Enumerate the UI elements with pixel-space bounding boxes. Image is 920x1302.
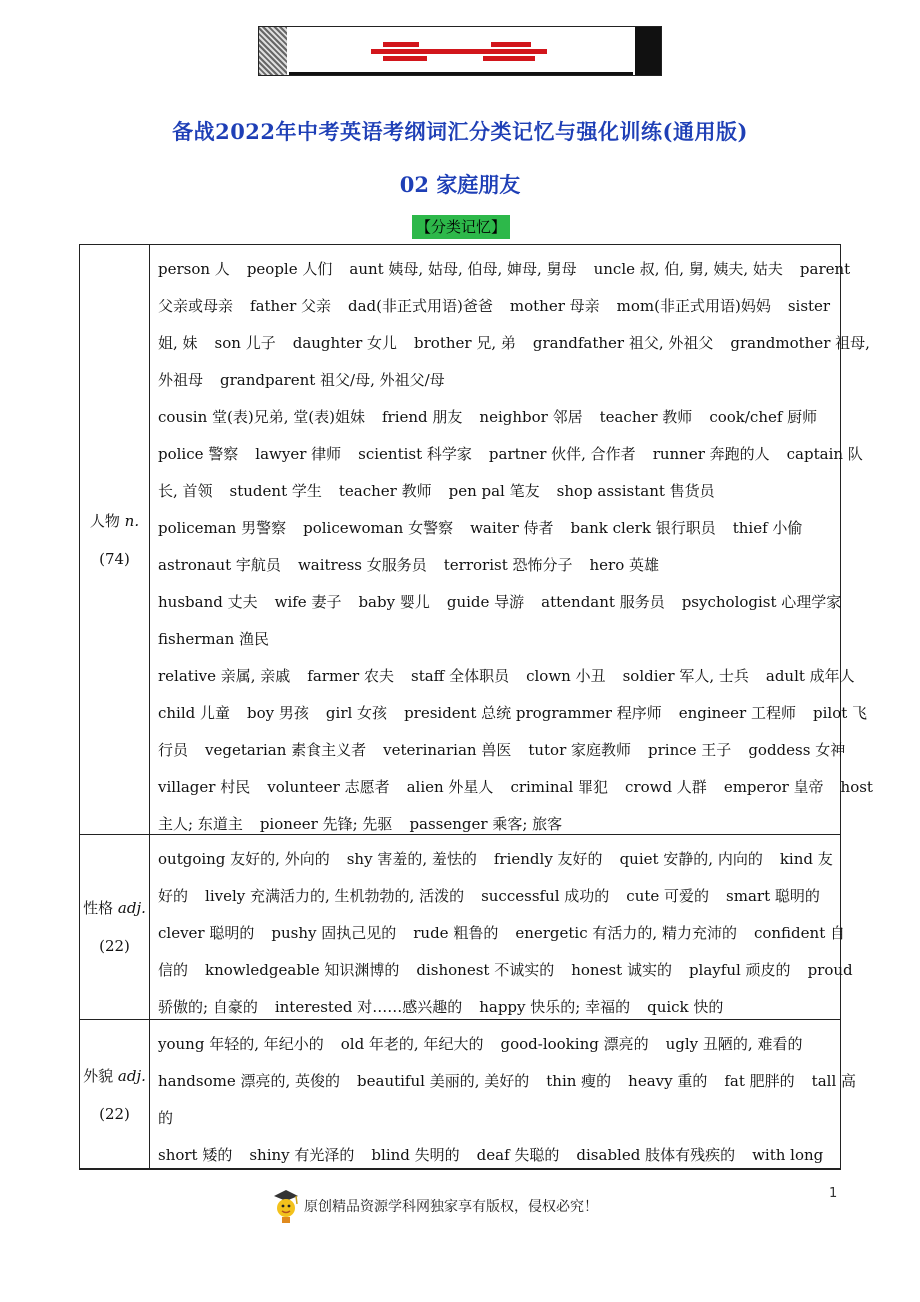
vocab-entry: boy 男孩: [247, 704, 309, 722]
vocab-entry: good-looking 漂亮的: [500, 1035, 649, 1053]
banner-pattern-left: [259, 27, 287, 75]
vocab-entry: shiny 有光泽的: [249, 1146, 355, 1164]
word-line: [158, 288, 834, 325]
vocab-entry: outgoing 友好的, 外向的: [158, 850, 330, 868]
part-of-speech: n.: [124, 511, 140, 530]
vocab-entry: sister: [787, 297, 831, 315]
vocab-entry: person 人: [158, 260, 230, 278]
vocab-entry: 父亲或母亲: [158, 297, 234, 315]
vocab-entry: with long: [752, 1146, 824, 1164]
vocab-entry: child 儿童: [158, 704, 231, 722]
vocab-entry: goddess 女神: [748, 741, 846, 759]
section-tag: 【分类记忆】: [412, 215, 510, 239]
vocab-entry: ugly 丑陋的, 难看的: [665, 1035, 803, 1053]
vocab-entry: staff 全体职员: [411, 667, 510, 685]
vocab-entry: 行员: [158, 741, 189, 759]
vocab-entry: lawyer 律师: [255, 445, 342, 463]
vocab-entry: people 人们: [246, 260, 333, 278]
vocab-entry: short 矮的: [158, 1146, 233, 1164]
vocab-entry: kind 友: [779, 850, 833, 868]
word-count: (22): [99, 937, 130, 955]
vocab-entry: tutor 家庭教师: [528, 741, 632, 759]
vocab-entry: rude 粗鲁的: [413, 924, 499, 942]
vocab-entry: mom(非正式用语)妈妈: [616, 297, 771, 315]
category-cell: [80, 1020, 150, 1169]
vocab-entry: daughter 女儿: [292, 334, 398, 352]
vocab-entry: soldier 军人, 士兵: [622, 667, 749, 685]
vocab-entry: clever 聪明的: [158, 924, 255, 942]
vocab-entry: handsome 漂亮的, 英俊的: [158, 1072, 341, 1090]
vocab-entry: thin 瘦的: [546, 1072, 612, 1090]
vocab-entry: terrorist 恐怖分子: [443, 556, 573, 574]
vocab-entry: attendant 服务员: [541, 593, 665, 611]
table-row-appearance: [80, 1020, 857, 1169]
vocab-entry: pen pal 笔友: [448, 482, 540, 500]
vocab-entry: partner 伙伴, 合作者: [488, 445, 636, 463]
vocab-entry: waiter 侍者: [470, 519, 554, 537]
word-line: [158, 362, 834, 399]
word-line: [158, 1026, 834, 1063]
vocab-entry: dad(非正式用语)爸爸: [348, 297, 493, 315]
vocab-entry: beautiful 美丽的, 美好的: [357, 1072, 530, 1090]
zxxk-logo-icon: [371, 39, 547, 63]
vocab-entry: runner 奔跑的人: [652, 445, 770, 463]
vocabulary-table: [79, 244, 873, 1170]
vocab-entry: cook/chef 厨师: [709, 408, 818, 426]
vocab-entry: teacher 教师: [599, 408, 693, 426]
vocab-entry: energetic 有活力的, 精力充沛的: [515, 924, 737, 942]
word-line: [158, 952, 853, 989]
word-line: [158, 769, 873, 806]
category-cell: [80, 835, 150, 1019]
vocab-entry: parent: [799, 260, 851, 278]
vocab-entry: mother 母亲: [509, 297, 600, 315]
vocab-entry: son 儿子: [214, 334, 276, 352]
vocab-entry: 骄傲的; 自豪的: [158, 998, 258, 1016]
word-line: [158, 510, 834, 547]
vocab-entry: passenger 乘客; 旅客: [409, 815, 563, 833]
vocab-entry: confident 自: [753, 924, 845, 942]
table-row-personality: [80, 835, 853, 1020]
word-line: [158, 732, 846, 769]
vocab-entry: happy 快乐的; 幸福的: [479, 998, 631, 1016]
category-label: 外貌: [83, 1066, 114, 1085]
vocab-entry: old 年老的, 年纪大的: [340, 1035, 484, 1053]
part-of-speech: adj.: [117, 1066, 146, 1085]
word-line: [158, 915, 845, 952]
vocab-entry: disabled 肢体有残疾的: [576, 1146, 736, 1164]
word-line: [158, 436, 863, 473]
vocab-entry: guide 导游: [446, 593, 525, 611]
vocab-entry: clown 小丑: [526, 667, 606, 685]
vocab-entry: smart 聪明的: [726, 887, 820, 905]
vocab-entry: 信的: [158, 961, 189, 979]
vocab-entry: fisherman 渔民: [158, 630, 270, 648]
vocab-entry: successful 成功的: [481, 887, 610, 905]
word-list-cell: [150, 245, 873, 834]
vocab-entry: vegetarian 素食主义者: [205, 741, 367, 759]
vocab-entry: fat 肥胖的: [724, 1072, 795, 1090]
vocab-entry: dishonest 不诚实的: [416, 961, 555, 979]
word-line: [158, 473, 834, 510]
vocab-entry: 外祖母: [158, 371, 204, 389]
vocab-entry: waitress 女服务员: [297, 556, 427, 574]
vocab-entry: friend 朋友: [381, 408, 463, 426]
vocab-entry: girl 女孩: [325, 704, 388, 722]
table-row-people: [80, 245, 873, 835]
word-count: (74): [99, 549, 130, 568]
vocab-entry: neighbor 邻居: [479, 408, 583, 426]
category-label: 性格: [83, 899, 114, 917]
category-label: 人物: [89, 511, 120, 530]
word-line: [158, 878, 834, 915]
vocab-entry: deaf 失聪的: [476, 1146, 560, 1164]
word-line: [158, 251, 851, 288]
vocab-entry: friendly 友好的: [493, 850, 603, 868]
vocab-entry: 的: [158, 1109, 174, 1127]
word-line: [158, 584, 842, 621]
vocab-entry: villager 村民: [158, 778, 251, 796]
vocab-entry: relative 亲属, 亲戚: [158, 667, 291, 685]
word-line: [158, 1063, 857, 1100]
vocab-entry: shop assistant 售货员: [556, 482, 715, 500]
document-title: 备战2022年中考英语考纲词汇分类记忆与强化训练(通用版): [172, 119, 748, 144]
vocab-entry: crowd 人群: [625, 778, 707, 796]
vocab-entry: psychologist 心理学家: [681, 593, 842, 611]
page-number: 1: [829, 1186, 838, 1201]
word-count: (22): [99, 1104, 130, 1123]
vocab-entry: bank clerk 银行职员: [570, 519, 716, 537]
vocab-entry: adult 成年人: [765, 667, 855, 685]
vocab-entry: student 学生: [229, 482, 322, 500]
banner-underline: [289, 72, 633, 75]
document-subtitle: 02 家庭朋友: [399, 172, 521, 197]
vocab-entry: veterinarian 兽医: [383, 741, 512, 759]
vocab-entry: playful 顽皮的: [688, 961, 791, 979]
vocab-entry: hero 英雄: [589, 556, 660, 574]
vocab-entry: grandfather 祖父, 外祖父: [532, 334, 714, 352]
vocab-entry: criminal 罪犯: [510, 778, 608, 796]
vocab-entry: cute 可爱的: [626, 887, 710, 905]
word-line: [158, 399, 834, 436]
vocab-entry: cousin 堂(表)兄弟, 堂(表)姐妹: [158, 408, 365, 426]
banner-block-right: [635, 27, 661, 75]
vocab-entry: president 总统 programmer 程序师: [404, 704, 662, 722]
copyright-notice: 原创精品资源学科网独家享有版权，侵权必究！: [304, 1199, 598, 1215]
part-of-speech: adj.: [117, 899, 146, 917]
word-line: [158, 621, 834, 658]
vocab-entry: police 警察: [158, 445, 239, 463]
vocab-entry: heavy 重的: [628, 1072, 708, 1090]
word-line: [158, 325, 870, 362]
vocab-entry: grandparent 祖父/母, 外祖父/母: [220, 371, 445, 389]
word-line: [158, 841, 834, 878]
vocab-entry: uncle 叔, 伯, 舅, 姨夫, 姑夫: [593, 260, 783, 278]
vocab-entry: lively 充满活力的, 生机勃勃的, 活泼的: [205, 887, 465, 905]
vocab-entry: father 父亲: [250, 297, 332, 315]
vocab-entry: tall 高: [811, 1072, 857, 1090]
vocab-entry: wife 妻子: [274, 593, 342, 611]
vocab-entry: honest 诚实的: [571, 961, 672, 979]
vocab-entry: grandmother 祖母,: [730, 334, 870, 352]
vocab-entry: emperor 皇帝: [723, 778, 824, 796]
vocab-entry: policeman 男警察: [158, 519, 287, 537]
vocab-entry: prince 王子: [648, 741, 732, 759]
vocab-entry: quiet 安静的, 内向的: [619, 850, 763, 868]
header-banner: [258, 26, 662, 76]
vocab-entry: 长, 首领: [158, 482, 213, 500]
vocab-entry: astronaut 宇航员: [158, 556, 281, 574]
word-line: [158, 695, 868, 732]
word-list-cell: [150, 1020, 857, 1169]
vocab-entry: 好的: [158, 887, 189, 905]
vocab-entry: volunteer 志愿者: [267, 778, 390, 796]
vocab-entry: policewoman 女警察: [303, 519, 454, 537]
vocab-entry: pilot 飞: [813, 704, 868, 722]
vocab-entry: scientist 科学家: [358, 445, 472, 463]
word-line: [158, 547, 834, 584]
vocab-entry: pushy 固执己见的: [271, 924, 397, 942]
vocab-entry: 姐, 妹: [158, 334, 198, 352]
vocab-entry: husband 丈夫: [158, 593, 258, 611]
vocab-entry: thief 小偷: [732, 519, 803, 537]
word-line: [158, 1100, 834, 1137]
vocab-entry: 主人; 东道主: [158, 815, 243, 833]
vocab-entry: teacher 教师: [338, 482, 432, 500]
vocab-entry: captain 队: [786, 445, 863, 463]
page-footer: [0, 1180, 920, 1230]
vocab-entry: alien 外星人: [406, 778, 494, 796]
vocab-entry: interested 对……感兴趣的: [274, 998, 463, 1016]
vocab-entry: young 年轻的, 年纪小的: [158, 1035, 324, 1053]
vocab-entry: host: [840, 778, 873, 796]
vocab-entry: proud: [807, 961, 853, 979]
vocab-entry: pioneer 先锋; 先驱: [259, 815, 393, 833]
category-cell: [80, 245, 150, 834]
vocab-entry: blind 失明的: [371, 1146, 460, 1164]
vocab-entry: quick 快的: [647, 998, 724, 1016]
vocab-entry: farmer 农夫: [307, 667, 394, 685]
vocab-entry: brother 兄, 弟: [414, 334, 516, 352]
vocab-entry: baby 婴儿: [358, 593, 430, 611]
word-line: [158, 1137, 834, 1174]
word-line: [158, 658, 855, 695]
vocab-entry: engineer 工程师: [678, 704, 796, 722]
word-list-cell: [150, 835, 853, 1019]
vocab-entry: knowledgeable 知识渊博的: [205, 961, 400, 979]
vocab-entry: shy 害羞的, 羞怯的: [346, 850, 477, 868]
scholar-mascot-icon: [271, 1188, 301, 1224]
vocab-entry: aunt 姨母, 姑母, 伯母, 婶母, 舅母: [349, 260, 577, 278]
